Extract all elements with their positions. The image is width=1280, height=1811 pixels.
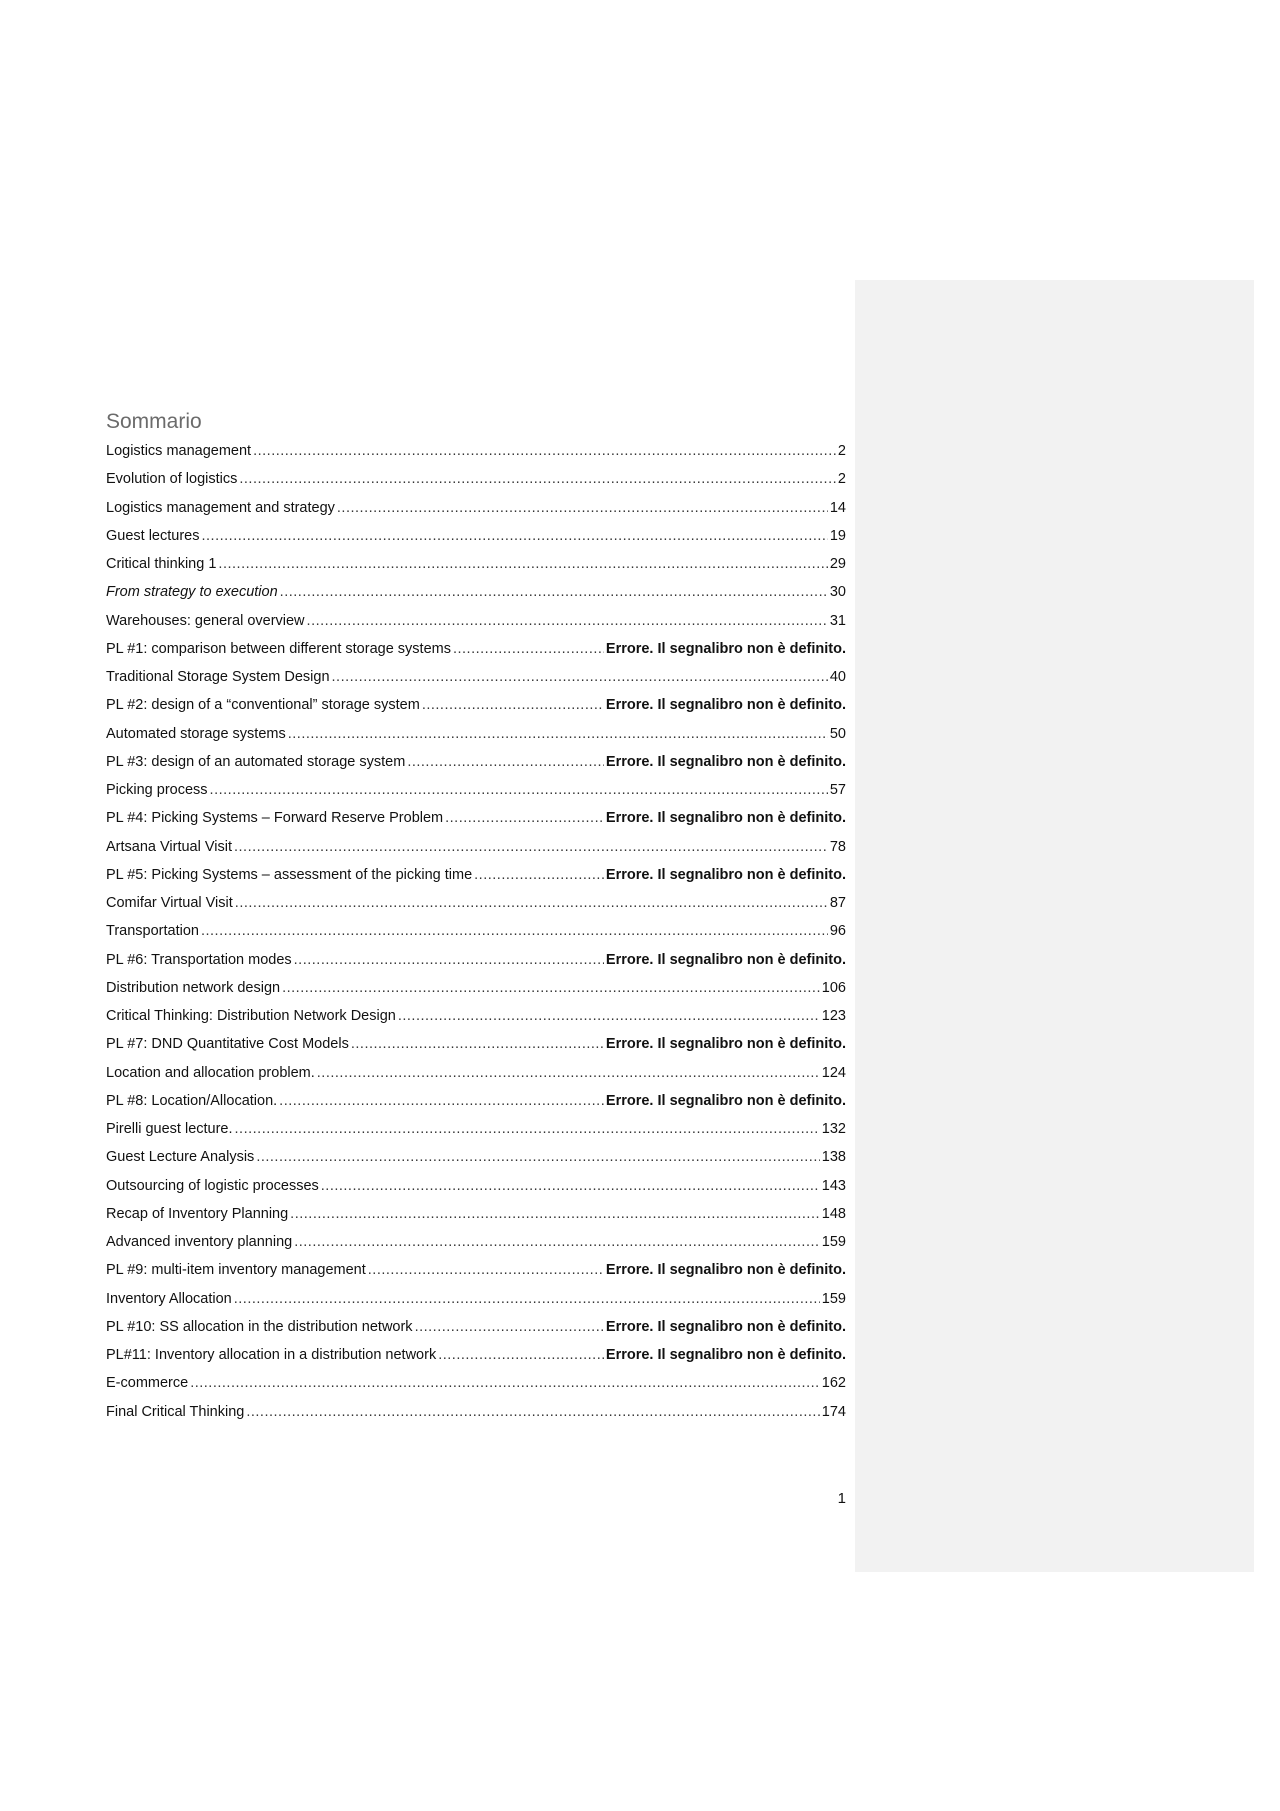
toc-entry-page-number: 78 xyxy=(829,838,846,855)
toc-entry-label: Outsourcing of logistic processes xyxy=(106,1177,319,1194)
dot-leader xyxy=(239,467,836,491)
toc-entry[interactable] xyxy=(106,1202,846,1230)
dot-leader xyxy=(234,1287,820,1311)
toc-entry-label: PL #7: DND Quantitative Cost Models xyxy=(106,1036,349,1053)
toc-entry[interactable] xyxy=(106,496,846,524)
toc-entry-bookmark-error: Errore. Il segnalibro non è definito. xyxy=(605,753,846,770)
toc-entry-page-number: 50 xyxy=(829,725,846,742)
toc-entry-label: Comifar Virtual Visit xyxy=(106,895,233,911)
toc-entry[interactable] xyxy=(106,835,846,863)
dot-leader xyxy=(294,1230,820,1254)
toc-entry[interactable] xyxy=(106,1117,846,1145)
toc-entry-label: Artsana Virtual Visit xyxy=(106,838,232,855)
toc-entry[interactable] xyxy=(106,580,846,608)
toc-entry[interactable] xyxy=(106,1371,846,1399)
toc-entry-bookmark-error: Errore. Il segnalibro non è definito. xyxy=(605,866,846,883)
toc-entry-label: E-commerce xyxy=(106,1375,189,1392)
toc-entry[interactable] xyxy=(106,948,846,976)
toc-entry-page-number: 2 xyxy=(837,443,846,459)
dot-leader xyxy=(279,1089,604,1113)
toc-entry-page-number: 31 xyxy=(829,612,846,629)
dot-leader xyxy=(234,835,828,859)
dot-leader xyxy=(445,806,604,830)
dot-leader xyxy=(235,1117,820,1141)
dot-leader xyxy=(280,580,828,604)
dot-leader xyxy=(351,1032,604,1056)
toc-entry-page-number: 159 xyxy=(821,1234,846,1250)
toc-entry-page-number: 174 xyxy=(821,1403,846,1420)
toc-entry[interactable] xyxy=(106,1315,846,1343)
toc-entry-page-number: 106 xyxy=(821,979,846,996)
dot-leader xyxy=(218,552,827,576)
dot-leader xyxy=(288,722,828,746)
toc-entry[interactable] xyxy=(106,609,846,637)
toc-entry-label: PL #5: Picking Systems – assessment of the picking time xyxy=(106,866,473,883)
dot-leader xyxy=(246,1400,819,1424)
toc-entry-label: PL #4: Picking Systems – Forward Reserve Problem xyxy=(106,810,444,827)
toc-entry-label: PL #8: Location/Allocation. xyxy=(106,1092,278,1109)
dot-leader xyxy=(317,1061,820,1085)
dot-leader xyxy=(190,1371,820,1395)
toc-entry-label: PL #10: SS allocation in the distribution network xyxy=(106,1318,413,1335)
toc-entry-page-number: 19 xyxy=(829,527,846,544)
dot-leader xyxy=(453,637,604,661)
toc-entry[interactable] xyxy=(106,806,846,834)
toc-entry[interactable] xyxy=(106,1032,846,1060)
table-of-contents xyxy=(106,408,846,1428)
toc-entry[interactable] xyxy=(106,439,846,467)
toc-entry-label: Final Critical Thinking xyxy=(106,1403,245,1420)
toc-entry-label: Evolution of logistics xyxy=(106,471,238,488)
toc-entry[interactable] xyxy=(106,693,846,721)
dot-leader xyxy=(282,976,820,1000)
toc-entry[interactable] xyxy=(106,1174,846,1202)
toc-entry[interactable] xyxy=(106,1230,846,1258)
toc-entry-bookmark-error: Errore. Il segnalibro non è definito. xyxy=(605,810,846,827)
toc-entry-label: Guest lectures xyxy=(106,527,200,544)
toc-entry[interactable] xyxy=(106,891,846,919)
toc-entry[interactable] xyxy=(106,919,846,947)
toc-entry-bookmark-error: Errore. Il segnalibro non è definito. xyxy=(605,1092,846,1109)
toc-entry[interactable] xyxy=(106,976,846,1004)
toc-entry[interactable] xyxy=(106,722,846,750)
toc-entry-bookmark-error: Errore. Il segnalibro non è definito. xyxy=(605,1318,846,1335)
dot-leader xyxy=(407,750,604,774)
toc-entry-label: Logistics management xyxy=(106,443,252,459)
dot-leader xyxy=(253,439,836,463)
dot-leader xyxy=(332,665,828,689)
toc-entry-page-number: 57 xyxy=(829,782,846,798)
toc-entry-page-number: 87 xyxy=(829,895,846,911)
dot-leader xyxy=(415,1315,604,1339)
toc-entry-label: Advanced inventory planning xyxy=(106,1234,293,1250)
toc-entry-label: PL #2: design of a “conventional” storage system xyxy=(106,697,420,714)
toc-entry-page-number: 148 xyxy=(821,1205,846,1222)
toc-entry-label: Guest Lecture Analysis xyxy=(106,1149,255,1166)
toc-entry[interactable] xyxy=(106,1145,846,1173)
toc-entry-label: Critical Thinking: Distribution Network Design xyxy=(106,1008,396,1024)
toc-entry[interactable] xyxy=(106,750,846,778)
toc-entry-page-number: 40 xyxy=(829,669,846,685)
dot-leader xyxy=(321,1174,820,1198)
dot-leader xyxy=(337,496,828,520)
toc-entry[interactable] xyxy=(106,1400,846,1428)
toc-entry-page-number: 124 xyxy=(821,1064,846,1081)
toc-entry-bookmark-error: Errore. Il segnalibro non è definito. xyxy=(605,1262,846,1279)
toc-entry-label: Distribution network design xyxy=(106,979,281,996)
toc-entry-label: Critical thinking 1 xyxy=(106,556,217,572)
toc-entry-label: PL #9: multi-item inventory management xyxy=(106,1262,366,1279)
dot-leader xyxy=(294,948,604,972)
toc-entry[interactable] xyxy=(106,665,846,693)
dot-leader xyxy=(398,1004,820,1028)
dot-leader xyxy=(422,693,604,717)
toc-entry-page-number: 162 xyxy=(821,1375,846,1392)
toc-entry-bookmark-error: Errore. Il segnalibro non è definito. xyxy=(605,1347,846,1363)
toc-entry-label: From strategy to execution xyxy=(106,584,278,601)
toc-entry-label: Traditional Storage System Design xyxy=(106,669,330,685)
dot-leader xyxy=(201,919,828,943)
toc-entry-bookmark-error: Errore. Il segnalibro non è definito. xyxy=(605,1036,846,1053)
toc-entry-page-number: 138 xyxy=(821,1149,846,1166)
toc-entry-label: Location and allocation problem. xyxy=(106,1064,315,1081)
toc-title: Sommario xyxy=(106,410,202,433)
comment-pane xyxy=(855,280,1254,1572)
toc-entry-label: PL #6: Transportation modes xyxy=(106,951,292,968)
toc-entry-label: PL#11: Inventory allocation in a distribution network xyxy=(106,1347,437,1363)
toc-entry-label: Automated storage systems xyxy=(106,725,286,742)
toc-entry-page-number: 2 xyxy=(837,471,846,488)
toc-entry[interactable] xyxy=(106,1343,846,1371)
dot-leader xyxy=(438,1343,604,1367)
toc-list xyxy=(106,439,846,1428)
toc-entry-label: PL #1: comparison between different storage systems xyxy=(106,640,451,657)
toc-entry-bookmark-error: Errore. Il segnalibro non è definito. xyxy=(605,640,846,657)
toc-entry-label: Inventory Allocation xyxy=(106,1290,232,1307)
page-number: 1 xyxy=(837,1490,846,1507)
toc-entry[interactable] xyxy=(106,1089,846,1117)
toc-entry[interactable] xyxy=(106,863,846,891)
toc-entry-label: Warehouses: general overview xyxy=(106,612,305,629)
toc-entry-bookmark-error: Errore. Il segnalibro non è definito. xyxy=(605,951,846,968)
dot-leader xyxy=(202,524,828,548)
toc-entry-page-number: 123 xyxy=(821,1008,846,1024)
toc-entry-page-number: 29 xyxy=(829,556,846,572)
toc-entry-label: Logistics management and strategy xyxy=(106,499,335,516)
toc-entry[interactable] xyxy=(106,524,846,552)
toc-entry-page-number: 143 xyxy=(821,1177,846,1194)
toc-entry-label: Transportation xyxy=(106,923,199,940)
toc-entry-label: Pirelli guest lecture. xyxy=(106,1121,233,1137)
dot-leader xyxy=(474,863,604,887)
toc-entry-label: Picking process xyxy=(106,782,208,798)
toc-entry-page-number: 30 xyxy=(829,584,846,601)
toc-entry-bookmark-error: Errore. Il segnalibro non è definito. xyxy=(605,697,846,714)
toc-entry-label: PL #3: design of an automated storage system xyxy=(106,753,406,770)
dot-leader xyxy=(235,891,828,915)
dot-leader xyxy=(256,1145,819,1169)
dot-leader xyxy=(290,1202,820,1226)
dot-leader xyxy=(307,609,828,633)
dot-leader xyxy=(368,1258,604,1282)
toc-entry[interactable] xyxy=(106,1258,846,1286)
toc-entry-page-number: 96 xyxy=(829,923,846,940)
toc-entry-page-number: 132 xyxy=(821,1121,846,1137)
dot-leader xyxy=(210,778,828,802)
toc-entry[interactable] xyxy=(106,467,846,495)
toc-entry[interactable] xyxy=(106,1061,846,1089)
toc-entry[interactable] xyxy=(106,1004,846,1032)
toc-entry[interactable] xyxy=(106,778,846,806)
toc-entry-page-number: 159 xyxy=(821,1290,846,1307)
toc-entry[interactable] xyxy=(106,552,846,580)
toc-entry-label: Recap of Inventory Planning xyxy=(106,1205,289,1222)
toc-entry-page-number: 14 xyxy=(829,499,846,516)
toc-entry[interactable] xyxy=(106,1287,846,1315)
toc-entry[interactable] xyxy=(106,637,846,665)
